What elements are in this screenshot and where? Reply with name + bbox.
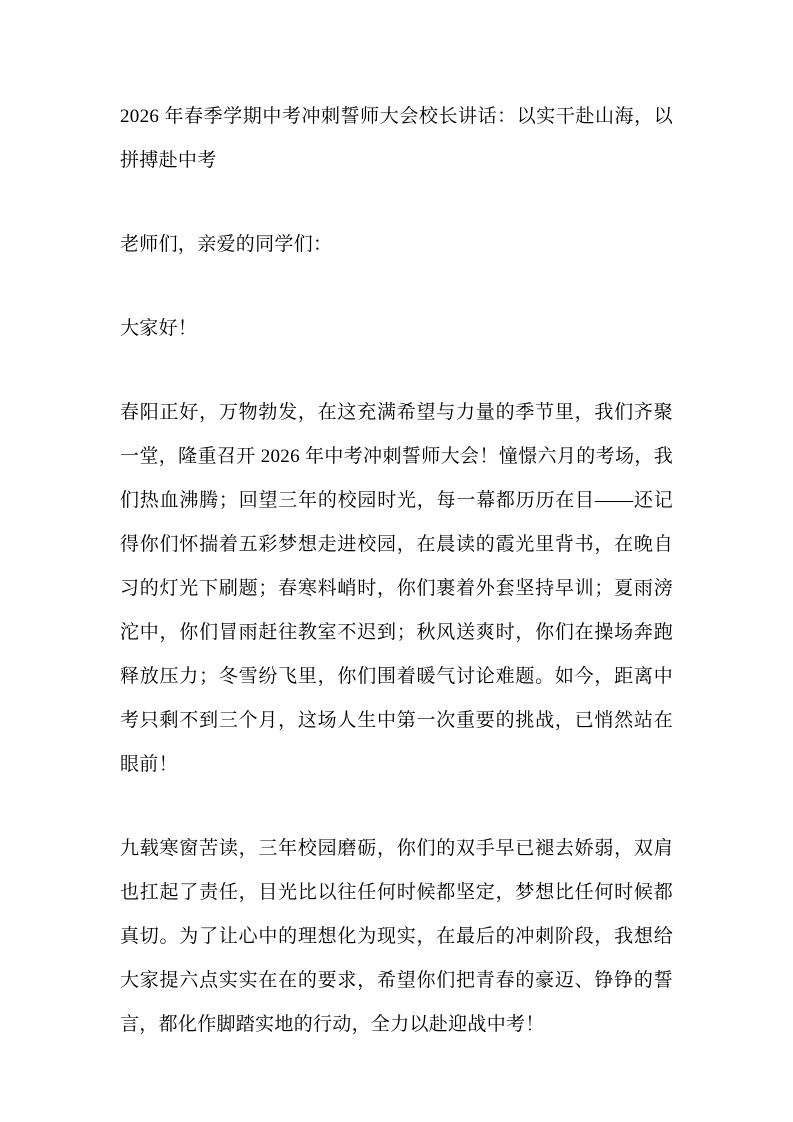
- paragraph-greeting: 大家好！: [120, 318, 198, 339]
- paragraph-body-1: 春阳正好，万物勃发，在这充满希望与力量的季节里，我们齐聚一堂，隆重召开 2026 年中考冲刺誓师大会！憧憬六月的考场，我们热血沸腾；回望三年的校园时光，每一幕都历历在目——还记得你们怀揣着五彩梦想走进校园，在晨读的霞光里背书，在晚自习的灯光下刷题；春寒料峭时，你们裹着外套坚持早训；夏雨滂沱中，你们冒雨赶往教室不迟到；秋风送爽时，你们在操场奔跑释放压力；冬雪纷飞里，你们围着暖气讨论难题。如今，距离中考只剩不到三个月，这场人生中第一次重要的挑战，已悄然站在眼前！: [120, 402, 673, 775]
- paragraph-body-2: 九载寒窗苦读，三年校园磨砺，你们的双手早已褪去娇弱，双肩也扛起了责任，目光比以往任何时候都坚定，梦想比任何时候都真切。为了让心中的理想化为现实，在最后的冲刺阶段，我想给大家提六点实实在在的要求，希望你们把青春的豪迈、铮铮的誓言，都化作脚踏实地的行动，全力以赴迎战中考！: [120, 838, 673, 1035]
- paragraph-salutation: 老师们，亲爱的同学们：: [120, 234, 333, 255]
- document-title: 2026 年春季学期中考冲刺誓师大会校长讲话：以实干赴山海，以拼搏赴中考: [120, 106, 673, 171]
